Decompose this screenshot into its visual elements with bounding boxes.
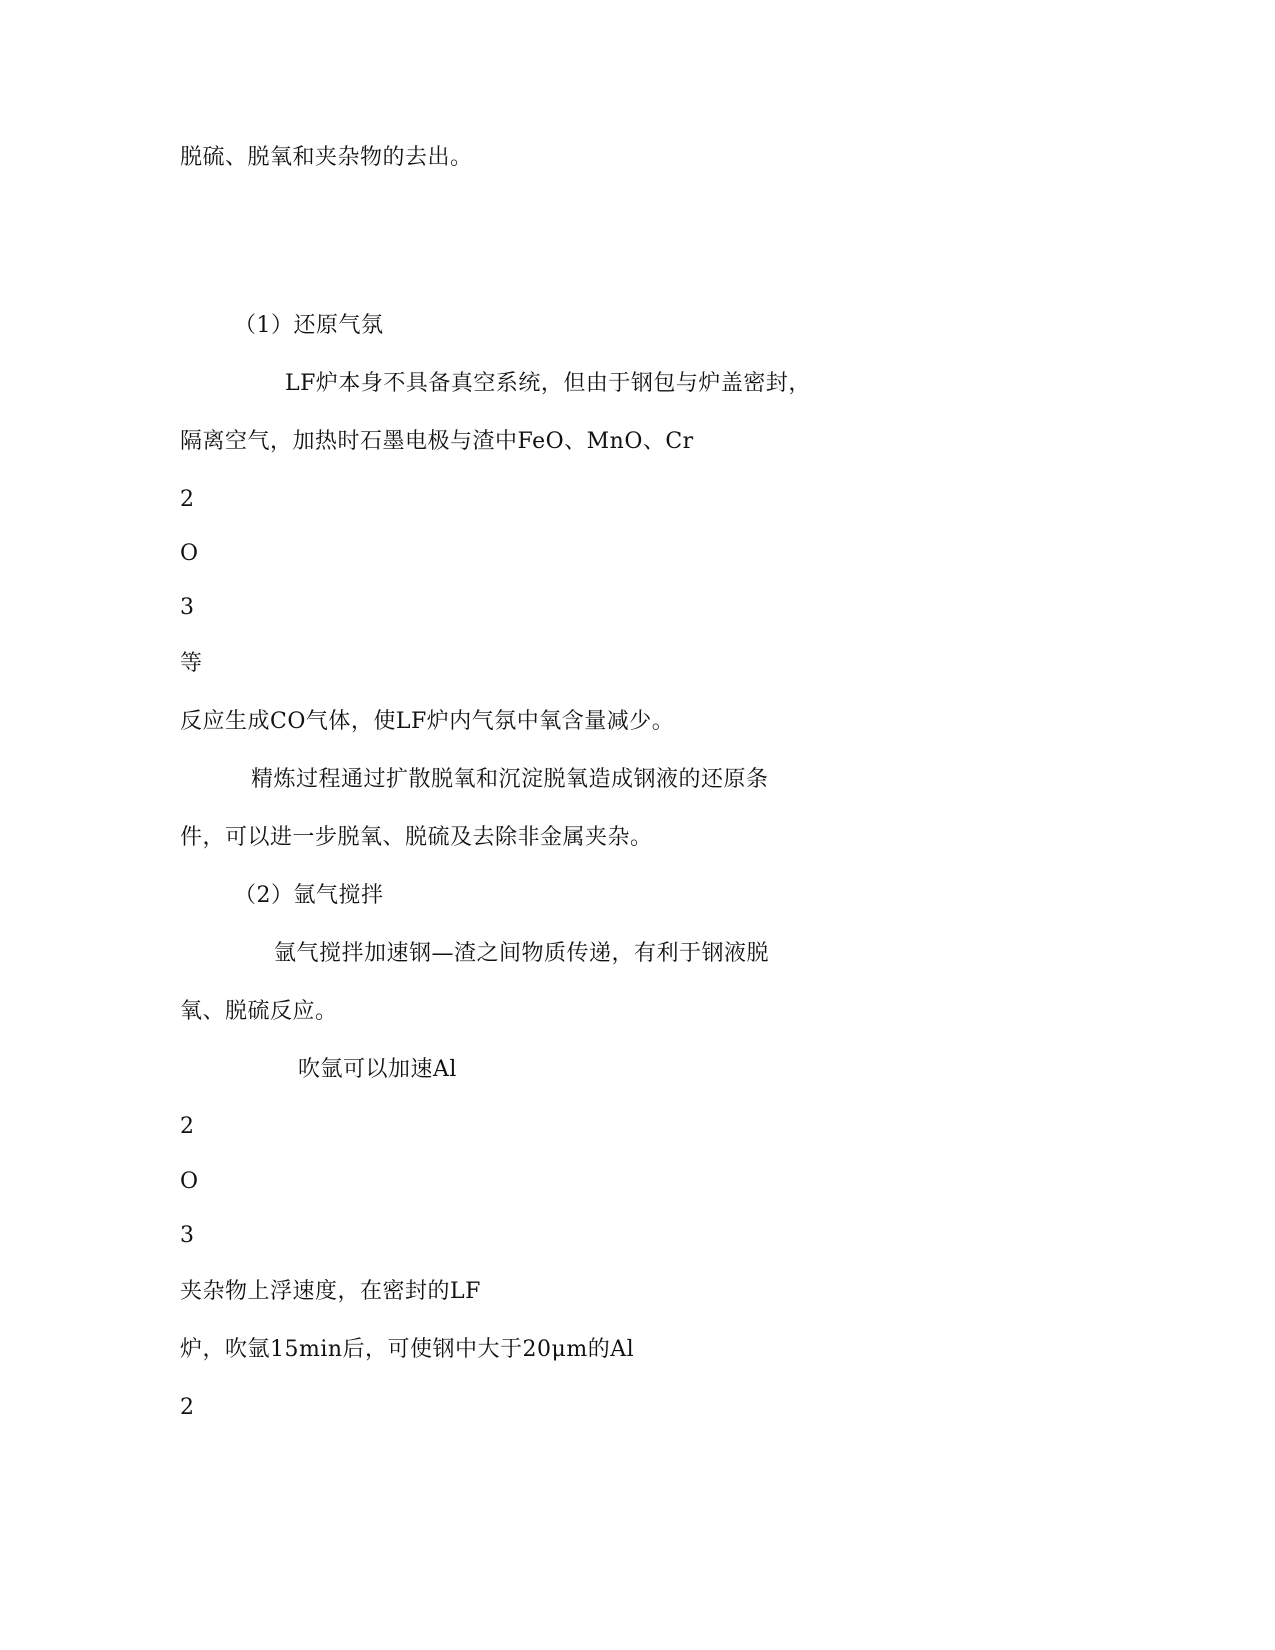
text-line: 反应生成CO气体，使LF炉内气氛中氧含量减少。 xyxy=(180,709,675,734)
text-line: LF炉本身不具备真空系统，但由于钢包与炉盖密封， xyxy=(285,371,811,396)
text-line: 隔离空气，加热时石墨电极与渣中FeO、MnO、Cr xyxy=(180,429,694,454)
text-line: 夹杂物上浮速度，在密封的LF xyxy=(180,1279,481,1304)
section-heading: （1）还原气氛 xyxy=(234,313,384,338)
text-line: 吹氩可以加速Al xyxy=(298,1057,457,1082)
text-line: O xyxy=(180,541,199,566)
text-line: 2 xyxy=(180,1395,195,1420)
text-line: 氧、脱硫反应。 xyxy=(180,999,338,1024)
text-line: 2 xyxy=(180,1114,195,1139)
text-line: 3 xyxy=(180,595,195,620)
text-line: 等 xyxy=(180,651,203,676)
text-line: 氩气搅拌加速钢—渣之间物质传递，有利于钢液脱 xyxy=(274,941,770,966)
text-line: O xyxy=(180,1169,199,1194)
text-line: 2 xyxy=(180,487,195,512)
text-line: 脱硫、脱氧和夹杂物的去出。 xyxy=(180,145,473,170)
text-line: 3 xyxy=(180,1223,195,1248)
text-line: 精炼过程通过扩散脱氧和沉淀脱氧造成钢液的还原条 xyxy=(251,767,769,792)
section-heading: （2）氩气搅拌 xyxy=(234,883,384,908)
text-line: 炉，吹氩15min后，可使钢中大于20μm的Al xyxy=(180,1337,635,1362)
text-line: 件，可以进一步脱氧、脱硫及去除非金属夹杂。 xyxy=(180,825,653,850)
